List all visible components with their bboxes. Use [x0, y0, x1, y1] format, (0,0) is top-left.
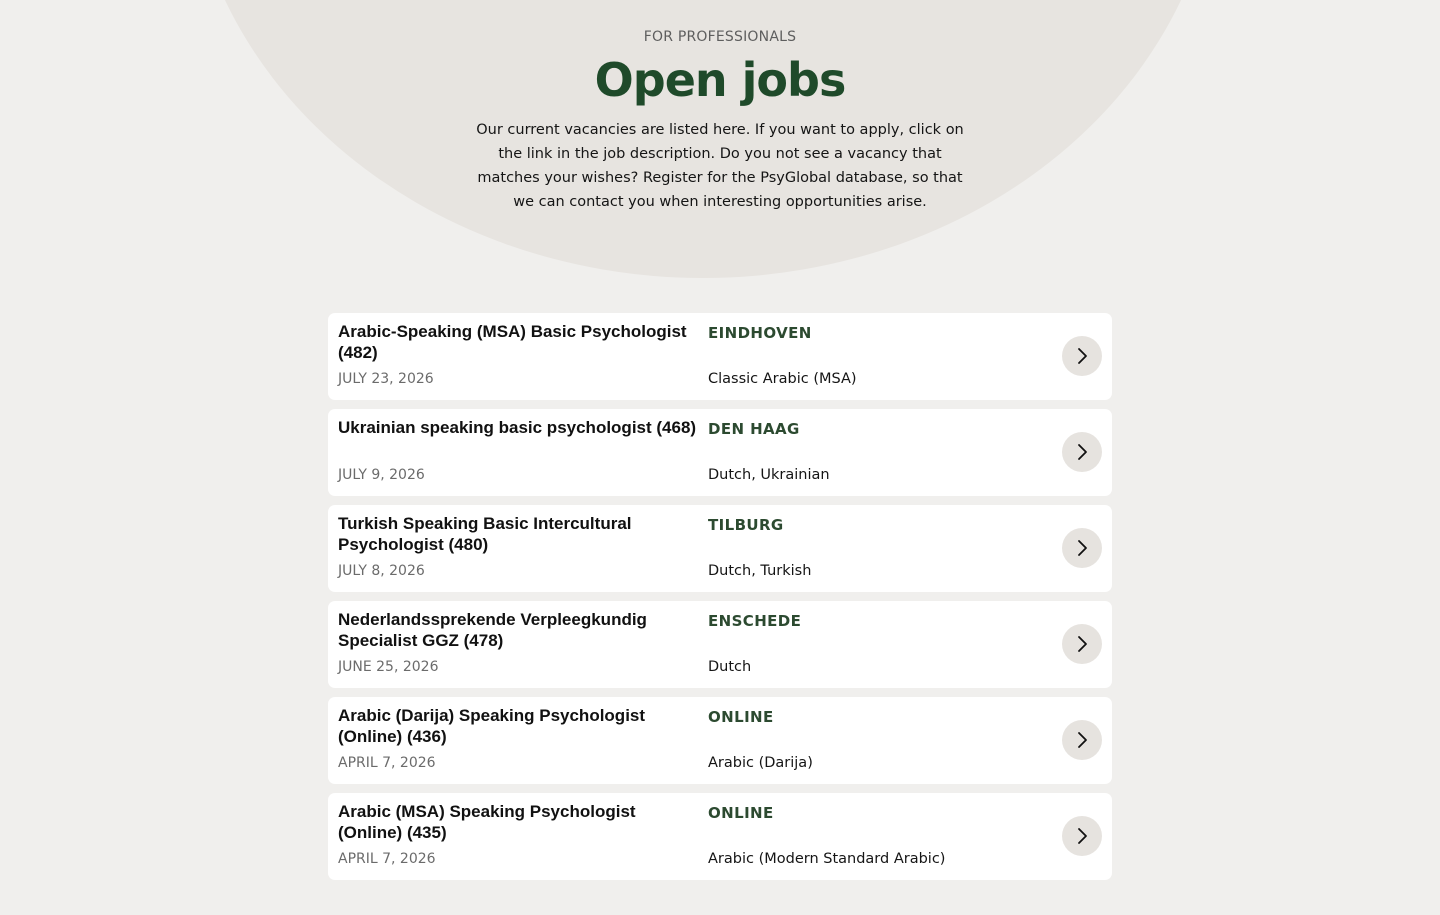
intro-text: Our current vacancies are listed here. If you want to apply, click on the link in the job description. Do you not see a vacancy that matches your wishes? Register for the PsyGlobal database, so that we can contact you when interesting opportunities arise. [476, 122, 964, 210]
job-location: ONLINE [708, 804, 774, 822]
job-date: JULY 23, 2026 [338, 371, 434, 387]
open-job-button[interactable] [1062, 624, 1102, 664]
job-card[interactable] [328, 409, 1112, 496]
open-job-button[interactable] [1062, 432, 1102, 472]
chevron-right-icon [1075, 731, 1089, 749]
open-job-button[interactable] [1062, 720, 1102, 760]
job-location: EINDHOVEN [708, 324, 812, 342]
job-title[interactable]: Arabic-Speaking (MSA) Basic Psychologist (482) [338, 322, 687, 362]
chevron-right-icon [1075, 443, 1089, 461]
job-date: JULY 9, 2026 [338, 467, 425, 483]
job-card[interactable] [328, 793, 1112, 880]
chevron-right-icon [1075, 827, 1089, 845]
job-date: JULY 8, 2026 [338, 563, 425, 579]
job-title[interactable]: Arabic (Darija) Speaking Psychologist (Online) (436) [338, 706, 646, 746]
job-location: ONLINE [708, 708, 774, 726]
job-location: ENSCHEDE [708, 612, 802, 630]
open-job-button[interactable] [1062, 816, 1102, 856]
job-language: Arabic (Darija) [708, 755, 813, 771]
job-title[interactable]: Turkish Speaking Basic Intercultural Psychologist (480) [338, 514, 632, 554]
job-date: APRIL 7, 2026 [338, 755, 436, 771]
open-job-button[interactable] [1062, 336, 1102, 376]
job-location: TILBURG [708, 516, 784, 534]
job-language: Dutch, Ukrainian [708, 467, 830, 483]
job-date: APRIL 7, 2026 [338, 851, 436, 867]
job-date: JUNE 25, 2026 [338, 659, 439, 675]
job-location: DEN HAAG [708, 420, 800, 438]
page-title: Open jobs [594, 53, 846, 107]
chevron-right-icon [1075, 539, 1089, 557]
job-language: Arabic (Modern Standard Arabic) [708, 851, 946, 867]
job-card[interactable] [328, 601, 1112, 688]
job-card[interactable] [328, 505, 1112, 592]
eyebrow-label: FOR PROFESSIONALS [643, 29, 797, 45]
job-title[interactable]: Nederlandssprekende Verpleegkundig Specialist GGZ (478) [338, 610, 647, 650]
job-title[interactable]: Arabic (MSA) Speaking Psychologist (Online) (435) [338, 802, 636, 842]
job-card[interactable] [328, 313, 1112, 400]
chevron-right-icon [1075, 635, 1089, 653]
chevron-right-icon [1075, 347, 1089, 365]
job-title[interactable]: Ukrainian speaking basic psychologist (468) [338, 418, 697, 437]
job-language: Dutch [708, 659, 752, 675]
job-language: Dutch, Turkish [708, 563, 812, 579]
job-language: Classic Arabic (MSA) [708, 371, 857, 387]
open-job-button[interactable] [1062, 528, 1102, 568]
job-list [328, 313, 1112, 889]
job-card[interactable] [328, 697, 1112, 784]
